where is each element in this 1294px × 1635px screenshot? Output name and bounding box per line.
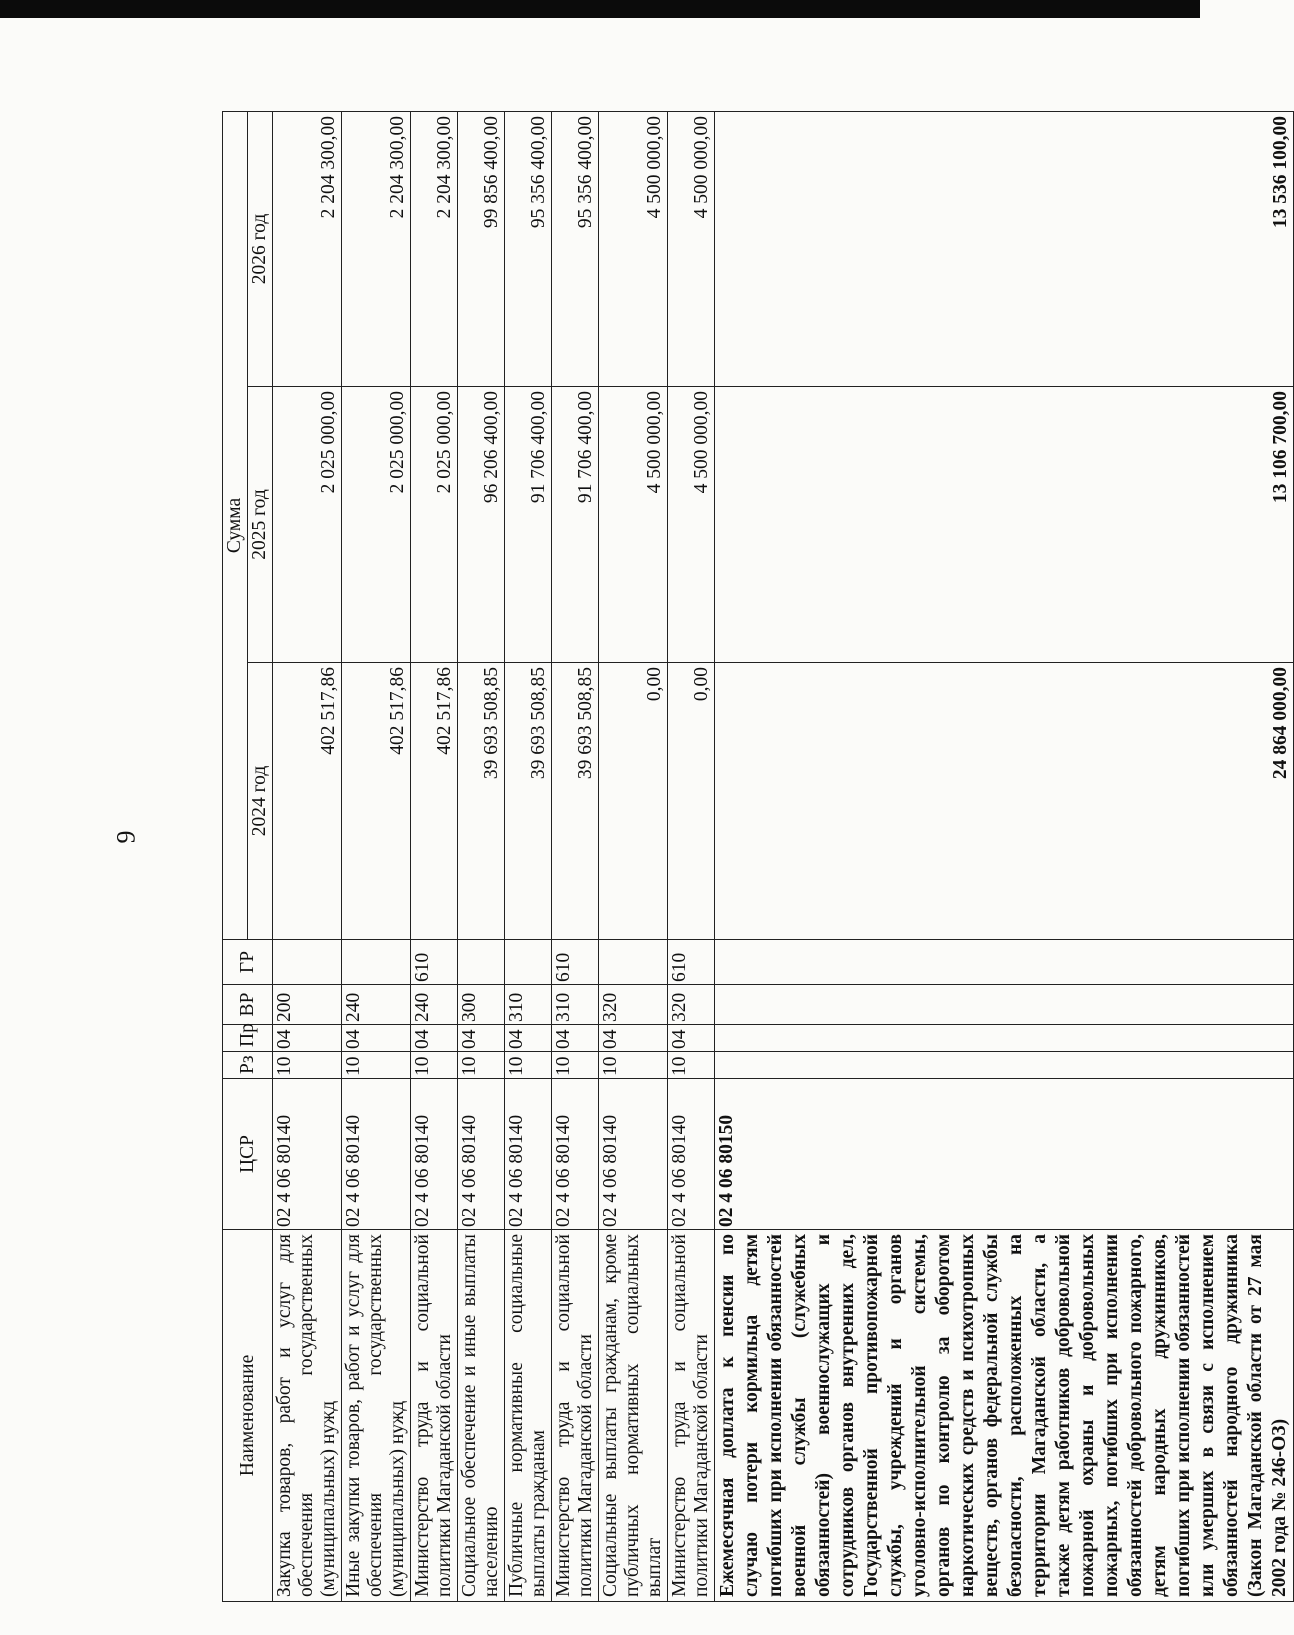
header-2024: 2024 год <box>248 663 273 940</box>
row-2024: 39 693 508,85 <box>458 663 505 940</box>
row-csr: 02 4 06 80140 <box>342 1079 411 1230</box>
row-2024: 402 517,86 <box>411 663 458 940</box>
row-2026: 2 204 300,00 <box>411 112 458 387</box>
row-rz: 10 <box>599 1052 668 1079</box>
row-pr: 04 <box>411 1025 458 1052</box>
header-2026: 2026 год <box>248 112 273 387</box>
row-gr: 610 <box>668 940 715 985</box>
row-name: Закупка товаров, работ и услуг для обеспечения государственных (муниципальных) нужд <box>273 1230 342 1602</box>
table-row <box>342 112 411 1602</box>
row-gr <box>273 940 342 985</box>
row-2025: 13 106 700,00 <box>715 387 1294 663</box>
row-2026: 4 500 000,00 <box>599 112 668 387</box>
row-name: Министерство труда и социальной политики Магаданской области <box>668 1230 715 1602</box>
header-2025: 2025 год <box>248 387 273 663</box>
row-2026: 2 204 300,00 <box>273 112 342 387</box>
row-csr: 02 4 06 80140 <box>505 1079 552 1230</box>
row-2025: 4 500 000,00 <box>599 387 668 663</box>
row-csr: 02 4 06 80140 <box>273 1079 342 1230</box>
row-gr: 610 <box>552 940 599 985</box>
row-2026: 99 856 400,00 <box>458 112 505 387</box>
header-sum: Сумма <box>223 112 248 940</box>
row-csr: 02 4 06 80150 <box>715 1079 1294 1230</box>
row-pr: 04 <box>552 1025 599 1052</box>
row-gr <box>458 940 505 985</box>
row-vr: 240 <box>342 985 411 1025</box>
row-rz: 10 <box>668 1052 715 1079</box>
row-name: Иные закупки товаров, работ и услуг для обеспечения государственных (муниципальных) нужд <box>342 1230 411 1602</box>
row-rz: 10 <box>458 1052 505 1079</box>
row-pr: 04 <box>273 1025 342 1052</box>
row-csr: 02 4 06 80140 <box>411 1079 458 1230</box>
row-2026: 95 356 400,00 <box>552 112 599 387</box>
header-name: Наименование <box>223 1230 273 1602</box>
table-row <box>668 112 715 1602</box>
row-csr: 02 4 06 80140 <box>599 1079 668 1230</box>
row-csr: 02 4 06 80140 <box>668 1079 715 1230</box>
row-2024: 0,00 <box>599 663 668 940</box>
table-row <box>458 112 505 1602</box>
row-name: Министерство труда и социальной политики Магаданской области <box>411 1230 458 1602</box>
row-2025: 4 500 000,00 <box>668 387 715 663</box>
header-row-top <box>223 112 248 1602</box>
header-csr: ЦСР <box>223 1079 273 1230</box>
table-row <box>273 112 342 1602</box>
row-2025: 91 706 400,00 <box>505 387 552 663</box>
row-2026: 13 536 100,00 <box>715 112 1294 387</box>
top-border-bar <box>0 0 1200 18</box>
row-2025: 2 025 000,00 <box>411 387 458 663</box>
row-gr <box>715 940 1294 985</box>
row-2026: 2 204 300,00 <box>342 112 411 387</box>
header-gr: ГР <box>223 940 273 985</box>
row-2024: 402 517,86 <box>342 663 411 940</box>
row-2026: 4 500 000,00 <box>668 112 715 387</box>
row-vr <box>715 985 1294 1025</box>
table-row <box>552 112 599 1602</box>
row-pr: 04 <box>458 1025 505 1052</box>
row-gr <box>599 940 668 985</box>
row-pr: 04 <box>505 1025 552 1052</box>
header-vr: ВР <box>223 985 273 1025</box>
row-rz: 10 <box>411 1052 458 1079</box>
page-number: 9 <box>111 830 141 844</box>
row-name: Министерство труда и социальной политики Магаданской области <box>552 1230 599 1602</box>
row-vr: 310 <box>505 985 552 1025</box>
row-csr: 02 4 06 80140 <box>458 1079 505 1230</box>
row-name: Социальные выплаты гражданам, кроме публичных нормативных социальных выплат <box>599 1230 668 1602</box>
table-row <box>505 112 552 1602</box>
row-2025: 96 206 400,00 <box>458 387 505 663</box>
table-row <box>411 112 458 1602</box>
row-gr <box>342 940 411 985</box>
row-2024: 24 864 000,00 <box>715 663 1294 940</box>
row-pr: 04 <box>668 1025 715 1052</box>
row-2026: 95 356 400,00 <box>505 112 552 387</box>
row-2025: 2 025 000,00 <box>273 387 342 663</box>
row-pr: 04 <box>599 1025 668 1052</box>
row-rz: 10 <box>552 1052 599 1079</box>
row-name: Ежемесячная доплата к пенсии по случаю потери кормильца детям погибших при исполнении обязанностей военной службы (служебных обязанностей) военнослужащих и сотрудников органов внутренних дел, Государственной противопожарной службы, учреждений и органов уголовно-исполнительной системы, органов по контролю за оборотом наркотических средств и психотропных веществ, органов федеральной службы безопасности, расположенных на территории Магаданской области, а также детям работников добровольной пожарной охраны и добровольных пожарных, погибших при исполнении обязанностей добровольного пожарного, детям народных дружинников, погибших при исполнении обязанностей или умерших в связи с исполнением обязанностей народного дружинника (Закон Магаданской области от 27 мая 2002 года № 246-ОЗ) <box>715 1230 1294 1602</box>
row-csr: 02 4 06 80140 <box>552 1079 599 1230</box>
row-rz: 10 <box>342 1052 411 1079</box>
row-rz: 10 <box>505 1052 552 1079</box>
row-rz <box>715 1052 1294 1079</box>
budget-table-rotated <box>222 112 1291 1602</box>
row-rz: 10 <box>273 1052 342 1079</box>
table-row-bold <box>715 112 1294 1602</box>
row-vr: 310 <box>552 985 599 1025</box>
table-row <box>599 112 668 1602</box>
row-2025: 91 706 400,00 <box>552 387 599 663</box>
row-vr: 320 <box>599 985 668 1025</box>
row-vr: 240 <box>411 985 458 1025</box>
header-pr: Пр <box>223 1025 273 1052</box>
row-2024: 0,00 <box>668 663 715 940</box>
row-gr: 610 <box>411 940 458 985</box>
row-pr <box>715 1025 1294 1052</box>
row-name: Публичные нормативные социальные выплаты гражданам <box>505 1230 552 1602</box>
row-2024: 402 517,86 <box>273 663 342 940</box>
row-pr: 04 <box>342 1025 411 1052</box>
row-2025: 2 025 000,00 <box>342 387 411 663</box>
budget-table <box>222 111 1294 1602</box>
row-name: Социальное обеспечение и иные выплаты населению <box>458 1230 505 1602</box>
row-vr: 300 <box>458 985 505 1025</box>
row-2024: 39 693 508,85 <box>505 663 552 940</box>
header-rz: Рз <box>223 1052 273 1079</box>
row-2024: 39 693 508,85 <box>552 663 599 940</box>
row-vr: 320 <box>668 985 715 1025</box>
row-vr: 200 <box>273 985 342 1025</box>
row-gr <box>505 940 552 985</box>
